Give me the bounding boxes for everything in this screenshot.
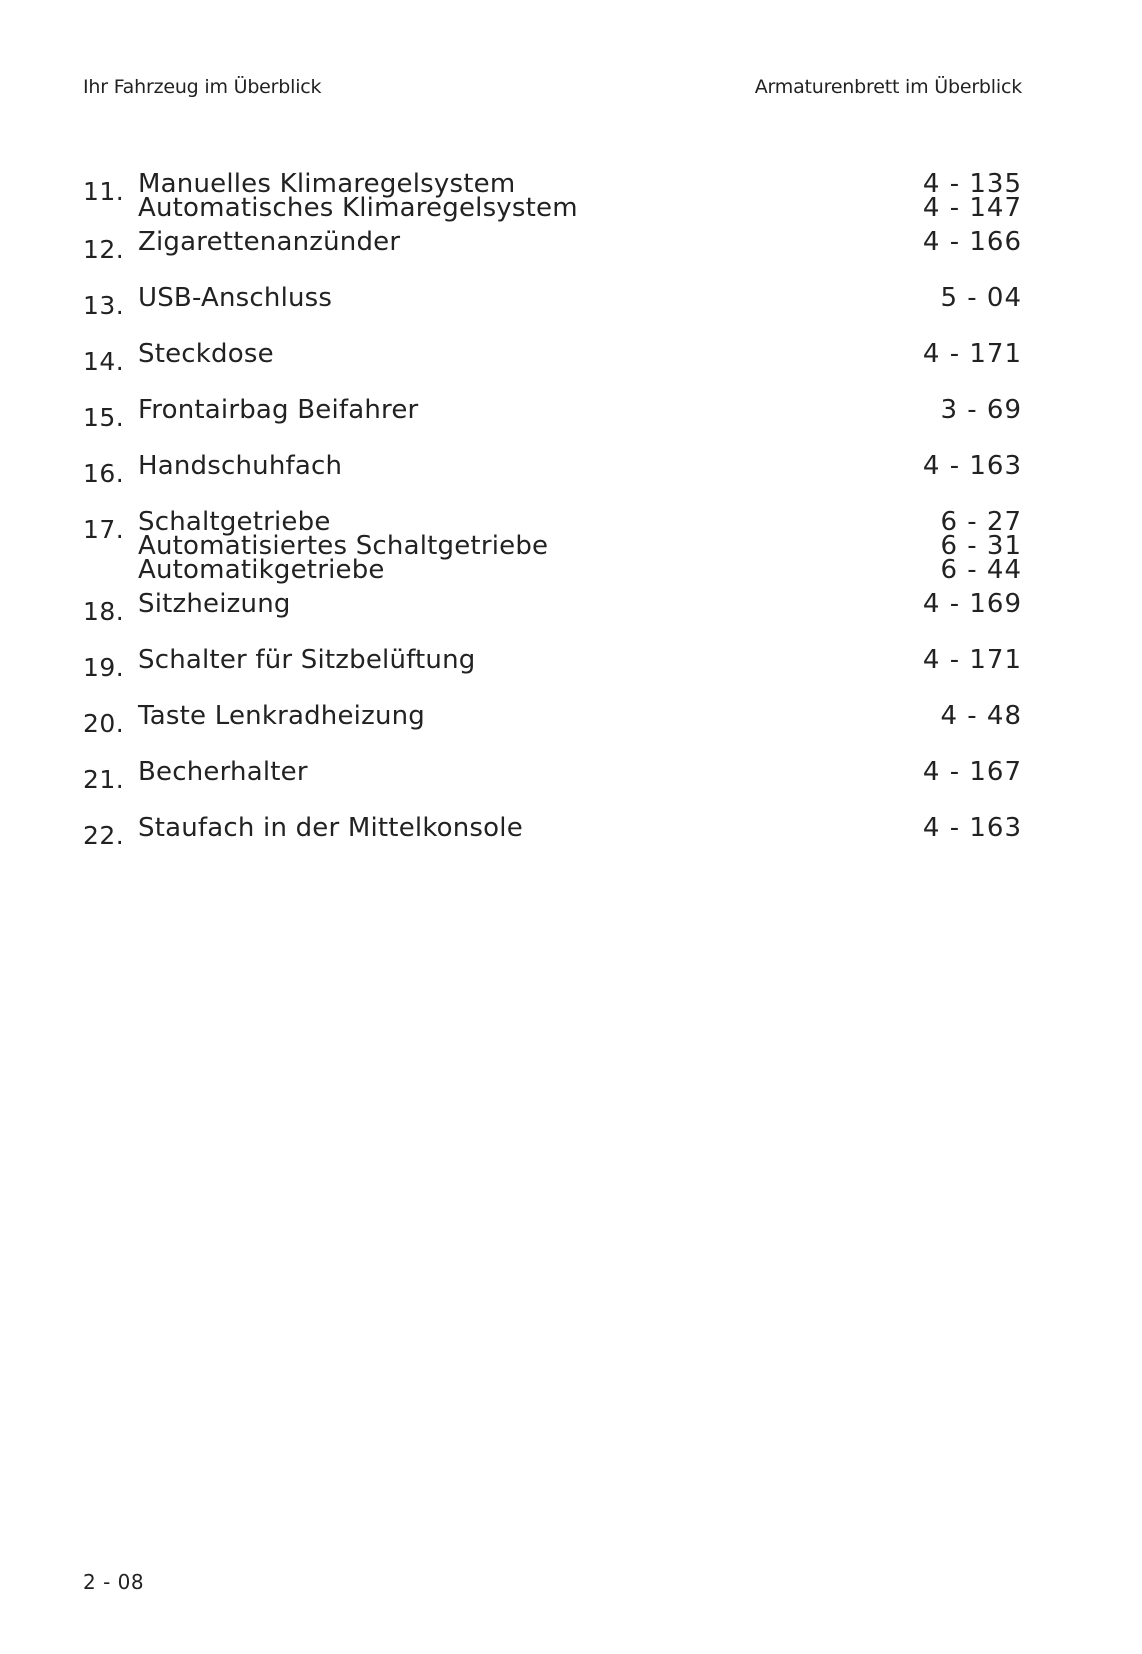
item-title: Automatisiertes Schaltgetriebe bbox=[138, 531, 549, 561]
item-number: 11. bbox=[83, 177, 125, 206]
item-line bbox=[138, 555, 1022, 585]
list-item bbox=[83, 507, 1022, 585]
item-line bbox=[138, 757, 1022, 787]
item-page-ref: 4 - 135 bbox=[922, 169, 1022, 199]
item-number: 13. bbox=[83, 291, 125, 320]
item-number: 14. bbox=[83, 347, 125, 376]
item-page-ref: 4 - 163 bbox=[922, 451, 1022, 481]
list-item bbox=[83, 169, 1022, 223]
item-page-ref: 6 - 31 bbox=[940, 531, 1022, 561]
list-item bbox=[83, 339, 1022, 376]
item-page-ref: 4 - 171 bbox=[922, 645, 1022, 675]
list-item bbox=[83, 645, 1022, 682]
item-number: 17. bbox=[83, 515, 125, 544]
item-title: Frontairbag Beifahrer bbox=[138, 395, 419, 425]
running-head-left: Ihr Fahrzeug im Überblick bbox=[83, 76, 322, 98]
running-head-right: Armaturenbrett im Überblick bbox=[754, 76, 1022, 98]
item-title: Automatikgetriebe bbox=[138, 555, 385, 585]
item-page-ref: 3 - 69 bbox=[940, 395, 1022, 425]
item-page-ref: 4 - 166 bbox=[922, 227, 1022, 257]
item-title: Schalter für Sitzbelüftung bbox=[138, 645, 476, 675]
item-line bbox=[138, 813, 1022, 843]
list-item bbox=[83, 451, 1022, 488]
item-page-ref: 5 - 04 bbox=[940, 283, 1022, 313]
item-page-ref: 4 - 167 bbox=[922, 757, 1022, 787]
item-line bbox=[138, 395, 1022, 425]
item-page-ref: 4 - 163 bbox=[922, 813, 1022, 843]
item-number: 20. bbox=[83, 709, 125, 738]
item-line bbox=[138, 339, 1022, 369]
item-page-ref: 4 - 171 bbox=[922, 339, 1022, 369]
list-item bbox=[83, 701, 1022, 738]
item-number: 15. bbox=[83, 403, 125, 432]
item-line bbox=[138, 589, 1022, 619]
item-number: 22. bbox=[83, 821, 125, 850]
item-title: USB-Anschluss bbox=[138, 283, 333, 313]
list-item bbox=[83, 283, 1022, 320]
item-title: Zigarettenanzünder bbox=[138, 227, 401, 257]
item-title: Schaltgetriebe bbox=[138, 507, 331, 537]
item-number: 16. bbox=[83, 459, 125, 488]
list-item bbox=[83, 813, 1022, 850]
item-line bbox=[138, 701, 1022, 731]
item-title: Steckdose bbox=[138, 339, 274, 369]
dashboard-legend-list bbox=[83, 169, 1022, 872]
item-line bbox=[138, 227, 1022, 257]
item-line bbox=[138, 645, 1022, 675]
item-title: Taste Lenkradheizung bbox=[138, 701, 426, 731]
item-page-ref: 4 - 169 bbox=[922, 589, 1022, 619]
item-title: Sitzheizung bbox=[138, 589, 291, 619]
item-line bbox=[138, 451, 1022, 481]
item-line bbox=[138, 193, 1022, 223]
item-title: Becherhalter bbox=[138, 757, 308, 787]
item-title: Handschuhfach bbox=[138, 451, 343, 481]
item-page-ref: 6 - 44 bbox=[940, 555, 1022, 585]
item-page-ref: 6 - 27 bbox=[940, 507, 1022, 537]
item-page-ref: 4 - 147 bbox=[922, 193, 1022, 223]
list-item bbox=[83, 395, 1022, 432]
item-title: Manuelles Klimaregelsystem bbox=[138, 169, 516, 199]
page-number: 2 - 08 bbox=[83, 1570, 145, 1594]
item-line bbox=[138, 283, 1022, 313]
item-title: Automatisches Klimaregelsystem bbox=[138, 193, 578, 223]
item-number: 18. bbox=[83, 597, 125, 626]
item-number: 21. bbox=[83, 765, 125, 794]
list-item bbox=[83, 589, 1022, 626]
item-number: 12. bbox=[83, 235, 125, 264]
item-title: Staufach in der Mittelkonsole bbox=[138, 813, 523, 843]
item-number: 19. bbox=[83, 653, 125, 682]
item-page-ref: 4 - 48 bbox=[940, 701, 1022, 731]
list-item bbox=[83, 757, 1022, 794]
list-item bbox=[83, 227, 1022, 264]
